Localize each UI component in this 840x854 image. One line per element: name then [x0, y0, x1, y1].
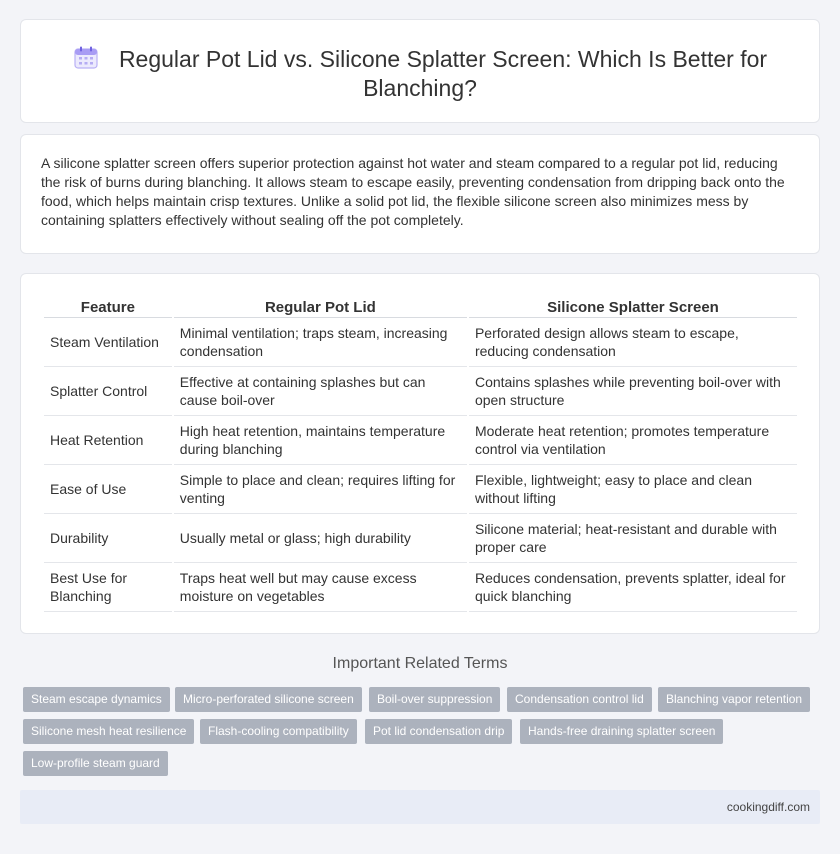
feature-cell: Splatter Control [44, 367, 172, 416]
header-feature: Feature [44, 294, 172, 318]
term-tag[interactable]: Flash-cooling compatibility [200, 719, 357, 744]
pot-lid-cell: Minimal ventilation; traps steam, increasing condensation [174, 318, 467, 367]
intro-paragraph: A silicone splatter screen offers superior protection against hot water and steam compared to a regular pot lid, reducing the risk of burns during blanching. It allows steam to escape easily, preventing condensation from dripping back onto the food, which helps maintain crisp textures. Unlike a solid pot lid, the flexible silicone screen also minimizes mess by containing splatters effectively without sealing off the pot completely. [41, 155, 785, 228]
table-row [44, 563, 797, 612]
splatter-screen-cell: Reduces condensation, prevents splatter, ideal for quick blanching [469, 563, 797, 612]
pot-lid-cell: Traps heat well but may cause excess moisture on vegetables [174, 563, 467, 612]
splatter-screen-cell: Contains splashes while preventing boil-over with open structure [469, 367, 797, 416]
splatter-screen-cell: Flexible, lightweight; easy to place and clean without lifting [469, 465, 797, 514]
table-header-row [44, 294, 797, 318]
table-row [44, 514, 797, 563]
title-wrap [61, 45, 779, 103]
table-row [44, 465, 797, 514]
calendar-icon [73, 46, 99, 70]
splatter-screen-cell: Perforated design allows steam to escape, reducing condensation [469, 318, 797, 367]
title-card [20, 19, 820, 123]
term-tag[interactable]: Steam escape dynamics [23, 687, 170, 712]
page-title-text: Regular Pot Lid vs. Silicone Splatter Screen: Which Is Better for Blanching? [118, 46, 768, 101]
feature-cell: Durability [44, 514, 172, 563]
pot-lid-cell: High heat retention, maintains temperature during blanching [174, 416, 467, 465]
feature-cell: Ease of Use [44, 465, 172, 514]
term-tag[interactable]: Silicone mesh heat resilience [23, 719, 194, 744]
table-row [44, 318, 797, 367]
related-terms-heading: Important Related Terms [332, 655, 508, 672]
term-tag[interactable]: Hands-free draining splatter screen [520, 719, 723, 744]
feature-cell: Heat Retention [44, 416, 172, 465]
comparison-table [42, 294, 799, 612]
footer [20, 790, 820, 824]
header-silicone-splatter-screen: Silicone Splatter Screen [469, 294, 797, 318]
header-regular-pot-lid: Regular Pot Lid [174, 294, 467, 318]
term-tag[interactable]: Condensation control lid [507, 687, 652, 712]
splatter-screen-cell: Silicone material; heat-resistant and durable with proper care [469, 514, 797, 563]
table-row [44, 367, 797, 416]
comparison-card [20, 273, 820, 634]
intro-card [20, 134, 820, 254]
term-tag[interactable]: Micro-perforated silicone screen [175, 687, 362, 712]
term-tag[interactable]: Low-profile steam guard [23, 751, 168, 776]
term-tag[interactable]: Boil-over suppression [369, 687, 500, 712]
table-row [44, 416, 797, 465]
footer-site-link[interactable]: cookingdiff.com [726, 800, 810, 814]
splatter-screen-cell: Moderate heat retention; promotes temperature control via ventilation [469, 416, 797, 465]
feature-cell: Best Use for Blanching [44, 563, 172, 612]
term-tag[interactable]: Pot lid condensation drip [365, 719, 512, 744]
pot-lid-cell: Simple to place and clean; requires lifting for venting [174, 465, 467, 514]
term-tag[interactable]: Blanching vapor retention [658, 687, 810, 712]
page-title [61, 45, 779, 103]
pot-lid-cell: Usually metal or glass; high durability [174, 514, 467, 563]
feature-cell: Steam Ventilation [44, 318, 172, 367]
pot-lid-cell: Effective at containing splashes but can cause boil-over [174, 367, 467, 416]
